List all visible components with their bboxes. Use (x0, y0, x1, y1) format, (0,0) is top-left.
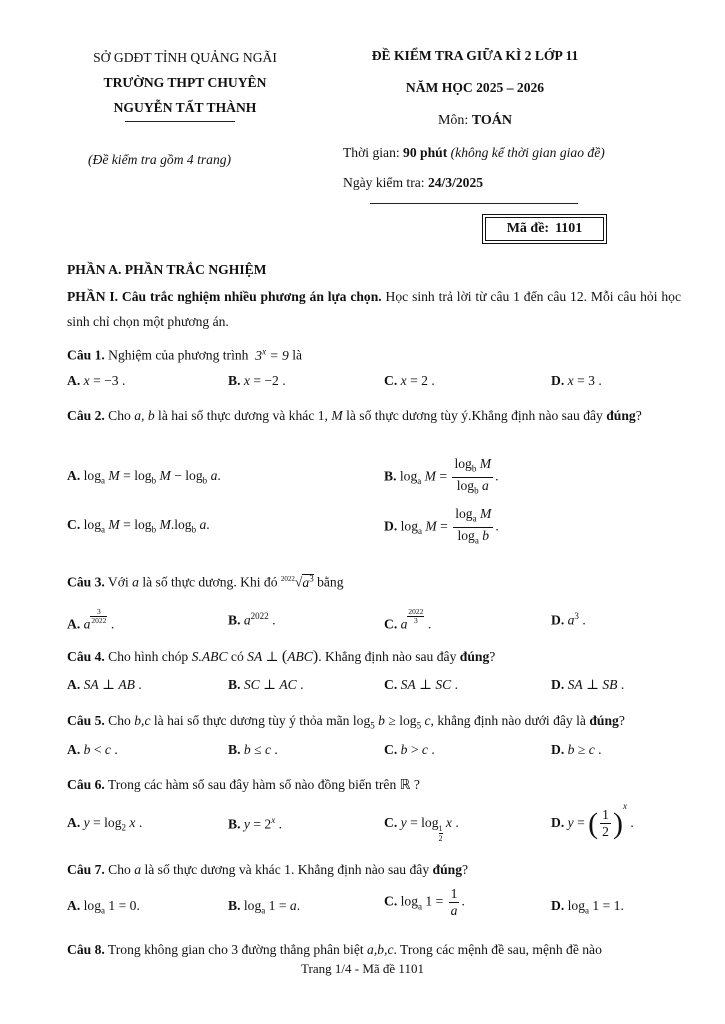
q3-option-b[interactable]: B. $a^{2022}$ . (228, 611, 276, 628)
q1-option-a[interactable]: A. x = −3 . (67, 373, 126, 388)
time-line (343, 145, 605, 161)
q4-option-b[interactable]: B. SC ⊥ AC . (228, 677, 304, 692)
question-label: Câu 4. (67, 649, 105, 664)
q5-option-d[interactable]: D. b ≥ c . (551, 742, 602, 757)
q6-option-b[interactable]: B. $y = 2^x$ . (228, 815, 282, 832)
exam-code-value: 1101 (555, 221, 583, 236)
exam-code-box (482, 214, 607, 244)
question-2: Câu 2. Cho a, b là hai số thực dương và khác 1, M là số thực dương tùy ý.Khẳng định nào sau đây đúng? (67, 408, 642, 423)
part-1-heading: PHẦN I. Câu trắc nghiệm nhiều phương án lựa chọn. (67, 289, 382, 304)
exam-title: ĐỀ KIỂM TRA GIỮA KÌ 2 LỚP 11 (371, 48, 579, 63)
header-left-underline (125, 121, 235, 122)
part-1-text: Học sinh trả lời từ câu 1 đến câu 12. Mỗi câu hỏi học sinh chỉ chọn một phương án. (67, 289, 681, 329)
q6-option-a[interactable]: A. $y = \log_2 x$ . (67, 815, 143, 833)
q1-option-b[interactable]: B. x = −2 . (228, 373, 286, 388)
question-label: Câu 1. (67, 347, 105, 363)
question-label: Câu 2. (67, 408, 105, 423)
time-note: (không kể thời gian giao đề) (447, 145, 605, 160)
time-label: Thời gian: (343, 145, 404, 160)
time-value: 90 phút (403, 145, 448, 160)
question-7: Câu 7. Cho a là số thực dương và khác 1. Khẳng định nào sau đây đúng? (67, 862, 469, 877)
question-text: là (288, 347, 303, 363)
q5-option-a[interactable]: A. b < c . (67, 742, 118, 757)
q4-option-d[interactable]: D. SA ⊥ SB . (551, 677, 625, 692)
question-label: Câu 6. (67, 777, 105, 792)
question-label: Câu 7. (67, 862, 105, 877)
q4-option-a[interactable]: A. SA ⊥ AB . (67, 677, 142, 692)
subject-line (330, 113, 620, 129)
q2-option-d[interactable]: D. $\log_a M$ = $\frac{\log_a M}{\log_a b}$ . (384, 506, 499, 546)
question-4: Câu 4. Cho hình chóp S.ABC có SA ⊥ (ABC). Khẳng định nào sau đây đúng? (67, 648, 496, 665)
school-year: NĂM HỌC 2025 – 2026 (405, 80, 545, 95)
exam-code-label: Mã đề: (506, 221, 550, 236)
q6-option-c[interactable]: C. y = log $\frac{1}{2}$ x . (384, 815, 459, 843)
subject-label: Môn: (437, 113, 472, 128)
q3-option-a[interactable]: A. a $\frac{3}{2022}$ . (67, 607, 115, 632)
q3-option-d[interactable]: D. $a^3$ . (551, 611, 586, 628)
question-label: Câu 3. (67, 574, 105, 590)
subject-value: TOÁN (471, 113, 513, 128)
page-footer: Trang 1/4 - Mã đề 1101 (301, 961, 424, 976)
part-a-heading: PHẦN A. PHẦN TRẮC NGHIỆM (67, 262, 267, 277)
q5-option-b[interactable]: B. b ≤ c . (228, 742, 278, 757)
question-text: Nghiệm của phương trình (104, 347, 252, 363)
q2-option-b[interactable]: B. $\log_a M$ = $\frac{\log_b M}{\log_b a}$ . (384, 456, 499, 496)
question-6: Câu 6. Trong các hàm số sau đây hàm số nào đồng biến trên ℝ ? (67, 777, 420, 793)
q1-option-c[interactable]: C. x = 2 . (384, 373, 435, 388)
q3-option-c[interactable]: C. a $\frac{2022}{3}$ . (384, 607, 432, 632)
department-name: SỞ GDĐT TỈNH QUẢNG NGÃI (93, 50, 277, 65)
school-name-line2: NGUYỄN TẤT THÀNH (113, 100, 257, 115)
q7-option-c[interactable]: C. $\log_a 1$ = $\frac{1}{a}$ . (384, 886, 465, 918)
question-5: Câu 5. Cho b,c là hai số thực dương tùy ý thỏa mãn $\log_5 b \ge \log_5 c$, khẳng định nào dưới đây là đúng? (67, 713, 625, 731)
q6-option-d[interactable]: D. y = ( $\frac{1}{2}$ )$^x$ . (551, 801, 634, 840)
q7-option-b[interactable]: B. $\log_a 1 = a$. (228, 898, 301, 916)
q2-option-a[interactable]: A. $\log_a M = \log_b M - \log_b a$. (67, 468, 221, 486)
q1-option-d[interactable]: D. x = 3 . (551, 373, 602, 388)
q2-option-c[interactable]: C. $\log_a M = \log_b M.\log_b$ a. (67, 517, 210, 535)
question-3: Câu 3. Với a là số thực dương. Khi đó $^{2022}√a^3$ bằng (67, 573, 344, 590)
q7-option-d[interactable]: D. $\log_a 1 = 1$. (551, 898, 624, 916)
q4-option-c[interactable]: C. SA ⊥ SC . (384, 677, 458, 692)
part-1-instructions (67, 284, 681, 334)
date-line (343, 175, 483, 191)
question-label: Câu 5. (67, 713, 105, 728)
question-1: Câu 1. Nghiệm của phương trình $3^x = 9$ là (67, 346, 303, 363)
q5-option-c[interactable]: C. b > c . (384, 742, 435, 757)
school-name-line1: TRƯỜNG THPT CHUYÊN (103, 75, 267, 90)
date-label: Ngày kiểm tra: (343, 175, 428, 190)
question-label: Câu 8. (67, 942, 105, 957)
question-8: Câu 8. Trong không gian cho 3 đường thẳng phân biệt a,b,c. Trong các mệnh đề sau, mệnh đề nào (67, 942, 602, 957)
pages-note: (Đề kiểm tra gồm 4 trang) (88, 152, 232, 167)
date-value: 24/3/2025 (427, 175, 484, 190)
q7-option-a[interactable]: A. $\log_a 1 = 0$. (67, 898, 140, 916)
header-left (60, 46, 310, 120)
header-right-underline (370, 203, 578, 204)
